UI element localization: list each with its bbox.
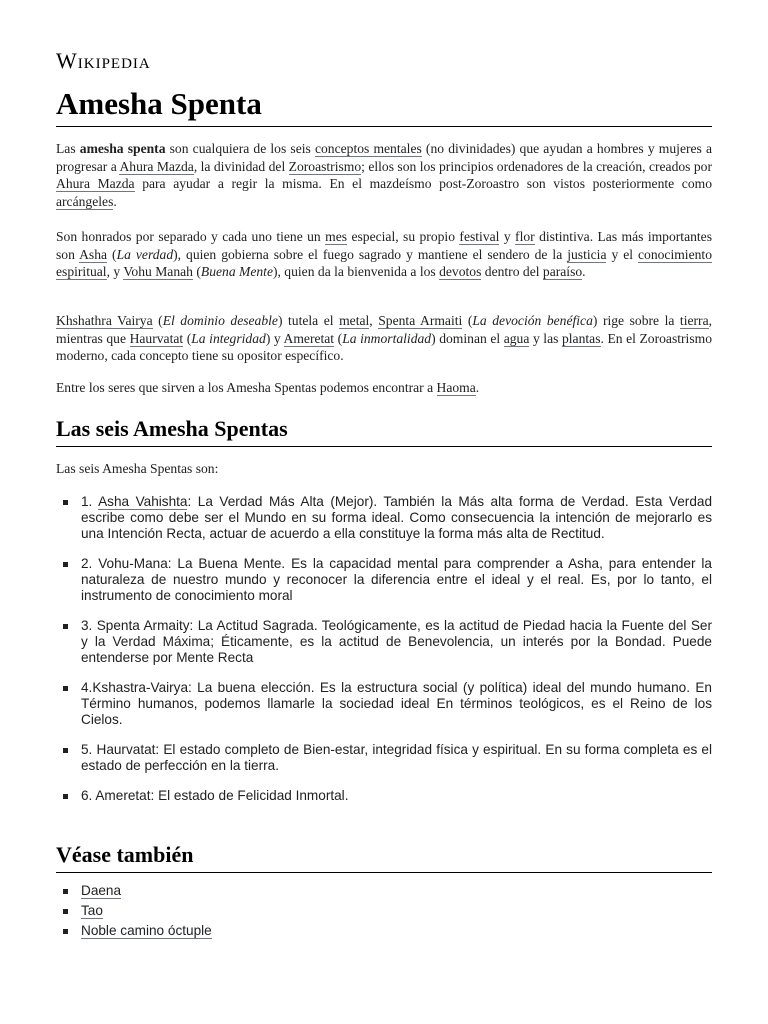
intro-paragraph [56, 140, 712, 210]
wiki-link[interactable]: Asha Vahishta [98, 494, 188, 509]
list-item-text [81, 618, 712, 665]
bullet-icon [63, 889, 68, 894]
text-run: : La Verdad Más Alta (Mejor). También la Más alta forma de Verdad. Esta Verdad escribe como debe ser el Mundo en su forma ideal. Como consecuencia la intención de mejorarlo es una Intención Recta, actuar de acuerdo a ella constituye la forma más alta de Rectitud. [81, 494, 713, 541]
text-run: ( [152, 313, 163, 328]
wiki-link[interactable]: Haurvatat [129, 330, 184, 346]
text-run: y las [529, 330, 562, 346]
text-run: 1. [81, 494, 99, 509]
text-run: ; ellos son los principios ordenadores de la creación, creados por [361, 158, 712, 174]
italic-gloss: Buena Mente [200, 264, 273, 279]
text-run: 4.Kshastra-Vairya: La buena elección. Es la estructura social (y política) ideal del mundo humano. En Término humanos, podemos llamarle la sociedad ideal En términos teológicos, es el Reino de los Cielos. [81, 680, 712, 727]
text-run: son cualquiera de los seis [165, 141, 315, 156]
list-item-text [81, 788, 348, 803]
wiki-link[interactable]: Ameretat [283, 330, 335, 346]
wiki-link[interactable]: Khshathra Vairya [56, 313, 153, 328]
wiki-link[interactable]: devotos [439, 264, 482, 279]
paragraph-servants [56, 379, 712, 397]
see-also-item [56, 923, 712, 939]
list-item [56, 494, 712, 542]
text-run: . [475, 380, 480, 395]
bullet-icon [63, 624, 68, 629]
text-run: , la divinidad del [193, 158, 289, 174]
list-item [56, 618, 712, 666]
list-item [56, 788, 712, 804]
wikipedia-logo[interactable]: Wikipedia [56, 48, 151, 73]
text-run: ( [183, 330, 192, 346]
wiki-link[interactable]: paraíso [542, 264, 583, 279]
text-run: , [369, 313, 379, 328]
section-six-intro: Las seis Amesha Spentas son: [56, 461, 219, 476]
see-also-link-noble-path[interactable]: Noble camino óctuple [81, 923, 212, 938]
list-item [56, 742, 712, 774]
text-run: 6. Ameretat: El estado de Felicidad Inmortal. [81, 788, 349, 803]
text-run: distintiva. Las más importantes son [56, 229, 712, 262]
text-run: ), quien gobierna sobre el fuego sagrado y mantiene el sendero de la [173, 246, 568, 262]
bullet-icon [63, 794, 68, 799]
bullet-icon [63, 500, 68, 505]
wiki-link[interactable]: conocimiento [638, 246, 712, 262]
italic-gloss: La inmortalidad [342, 330, 432, 346]
italic-gloss: La integridad [191, 330, 266, 346]
wiki-link[interactable]: Ahura Mazda [119, 158, 194, 174]
see-also-link-tao[interactable]: Tao [81, 903, 103, 918]
text-run: ) y [265, 330, 284, 346]
text-run: , mientras que [56, 313, 713, 346]
wiki-link[interactable]: Asha [79, 246, 108, 262]
list-item-text [81, 556, 712, 603]
wiki-link[interactable]: mes [325, 229, 348, 244]
text-run: Entre los seres que sirven a los Amesha Spentas podemos encontrar a [56, 380, 437, 395]
wiki-link[interactable]: espiritual [56, 264, 107, 279]
list-item [56, 556, 712, 604]
text-run: ), quien da la bienvenida a los [272, 264, 440, 279]
text-run: ( [462, 313, 473, 328]
page-title: Amesha Spenta [56, 84, 712, 127]
list-item-text [81, 494, 712, 541]
six-spentas-list [56, 494, 712, 818]
wiki-link[interactable]: conceptos mentales [314, 141, 422, 156]
bullet-icon [63, 748, 68, 753]
text-run: ( [107, 246, 117, 262]
wiki-link[interactable]: Vohu Manah [123, 264, 193, 279]
bullet-icon [63, 909, 68, 914]
text-run: ) rige sobre la [592, 313, 680, 328]
wiki-link[interactable]: agua [503, 330, 530, 346]
text-run: . [582, 264, 586, 279]
text-run: , y [106, 264, 124, 279]
wiki-link[interactable]: festival [459, 229, 500, 244]
text-run: (no divinidades) que ayudan a hombres y mujeres a progresar a [56, 141, 713, 174]
text-run: ) tutela el [277, 313, 340, 328]
bullet-icon [63, 686, 68, 691]
list-item-text [81, 680, 712, 727]
bold-term: amesha spenta [79, 141, 166, 156]
text-run: ) dominan el [431, 330, 504, 346]
italic-gloss: El dominio deseable [162, 313, 278, 328]
section-heading-six: Las seis Amesha Spentas [56, 415, 712, 447]
text-run: . [113, 193, 117, 209]
list-item [56, 680, 712, 728]
see-also-list [56, 883, 712, 943]
text-run: dentro del [481, 264, 543, 279]
wiki-link[interactable]: arcángeles [56, 193, 114, 209]
see-also-item [56, 883, 712, 899]
text-run: para ayudar a regir la misma. En el mazdeísmo post-Zoroastro son vistos posteriormente como [134, 176, 712, 191]
paragraph-domains [56, 312, 712, 365]
wiki-link[interactable]: tierra [679, 313, 709, 328]
text-run: y el [606, 246, 638, 262]
wiki-link[interactable]: Haoma [436, 380, 476, 395]
text-run: especial, su propio [347, 229, 460, 244]
wiki-link[interactable]: Zoroastrismo [288, 158, 362, 174]
see-also-link-daena[interactable]: Daena [81, 883, 122, 898]
text-run: . En el Zoroastrismo moderno, cada concepto tiene su opositor específico. [56, 330, 712, 363]
text-run: 3. Spenta Armaity: La Actitud Sagrada. Teológicamente, es la actitud de Piedad hacia la Fuente del Ser y la Verdad Máxima; Éticamente, es la actitud de Benevolencia, un interés por la Bondad. Puede entenderse por Mente Recta [81, 618, 712, 665]
paragraph-honors [56, 228, 712, 281]
text-run: ( [192, 264, 201, 279]
italic-gloss: La devoción benéfica [472, 313, 593, 328]
wiki-link[interactable]: flor [515, 229, 535, 244]
bullet-icon [63, 929, 68, 934]
wiki-link[interactable]: Ahura Mazda [56, 176, 135, 191]
wiki-link[interactable]: justicia [567, 246, 607, 262]
wiki-link[interactable]: plantas [561, 330, 601, 346]
text-run: 2. Vohu-Mana: La Buena Mente. Es la capacidad mental para comprender a Asha, para entender la naturaleza de nuestro mundo y reconocer la diferencia entre el ideal y el real. Es, por lo tanto, el instrumento de conocimiento moral [81, 556, 712, 603]
wiki-link[interactable]: Spenta Armaiti [378, 313, 463, 328]
text-run: Son honrados por separado y cada uno tiene un [56, 229, 326, 244]
italic-gloss: La verdad [116, 246, 174, 262]
bullet-icon [63, 562, 68, 567]
list-item-text [81, 742, 712, 773]
text-run: 5. Haurvatat: El estado completo de Bien-estar, integridad física y espiritual. En su forma completa es el estado de perfección en la tierra. [81, 742, 712, 773]
text-run: Las [56, 141, 80, 156]
section-heading-see-also: Véase también [56, 841, 712, 873]
text-run: y [499, 229, 516, 244]
wiki-link[interactable]: metal [339, 313, 370, 328]
text-run: ( [334, 330, 343, 346]
see-also-item [56, 903, 712, 919]
